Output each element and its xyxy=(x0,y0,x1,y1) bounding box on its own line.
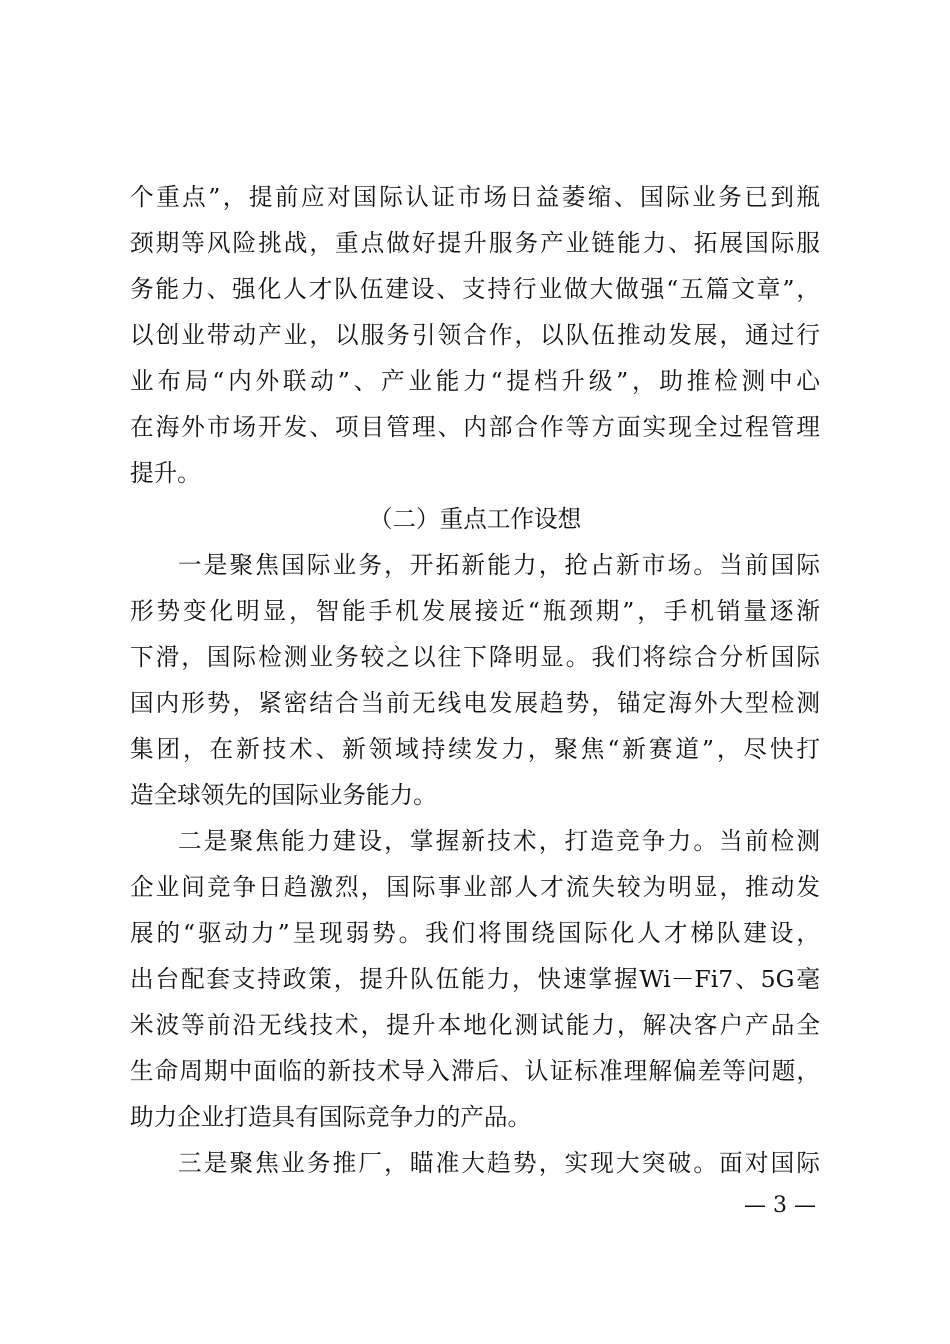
paragraph-line: 一是聚焦国际业务，开拓新能力，抢占新市场。当前国际 xyxy=(178,551,820,579)
intro-line: 在海外市场开发、项目管理、内部合作等方面实现全过程管理 xyxy=(130,413,820,441)
paragraph-line: 生命周期中面临的新技术导入滞后、认证标准理解偏差等问题， xyxy=(130,1057,820,1085)
paragraph-line: 下滑，国际检测业务较之以往下降明显。我们将综合分析国际 xyxy=(130,643,820,671)
paragraph-line: 形势变化明显，智能手机发展接近“瓶颈期”，手机销量逐渐 xyxy=(130,597,820,625)
paragraph-line: 展的“驱动力”呈现弱势。我们将围绕国际化人才梯队建设， xyxy=(130,919,820,947)
intro-line: 提升。 xyxy=(130,459,201,487)
intro-line: 颈期等风险挑战，重点做好提升服务产业链能力、拓展国际服 xyxy=(130,229,820,257)
paragraph-line: 三是聚焦业务推厂，瞄准大趋势，实现大突破。面对国际 xyxy=(178,1149,820,1177)
paragraph-line: 国内形势，紧密结合当前无线电发展趋势，锚定海外大型检测 xyxy=(130,689,820,717)
paragraph-line: 造全球领先的国际业务能力。 xyxy=(130,781,437,809)
paragraph-line: 企业间竞争日趋激烈，国际事业部人才流失较为明显，推动发 xyxy=(130,873,820,901)
intro-line: 业布局“内外联动”、产业能力“提档升级”，助推检测中心 xyxy=(130,367,820,395)
section-heading: （二）重点工作设想 xyxy=(368,505,582,533)
page-number: — 3 — xyxy=(744,1193,816,1218)
intro-line: 以创业带动产业，以服务引领合作，以队伍推动发展，通过行 xyxy=(130,321,820,349)
paragraph-line: 集团，在新技术、新领域持续发力，聚焦“新赛道”，尽快打 xyxy=(130,735,820,763)
paragraph-line: 出台配套支持政策，提升队伍能力，快速掌握Wi－Fi7、5G毫 xyxy=(130,965,820,993)
intro-line: 务能力、强化人才队伍建设、支持行业做大做强“五篇文章”， xyxy=(130,275,820,303)
paragraph-line: 二是聚焦能力建设，掌握新技术，打造竞争力。当前检测 xyxy=(178,827,820,855)
intro-line: 个重点”，提前应对国际认证市场日益萎缩、国际业务已到瓶 xyxy=(130,183,820,211)
paragraph-line: 米波等前沿无线技术，提升本地化测试能力，解决客户产品全 xyxy=(130,1011,820,1039)
paragraph-line: 助力企业打造具有国际竞争力的产品。 xyxy=(130,1103,532,1131)
